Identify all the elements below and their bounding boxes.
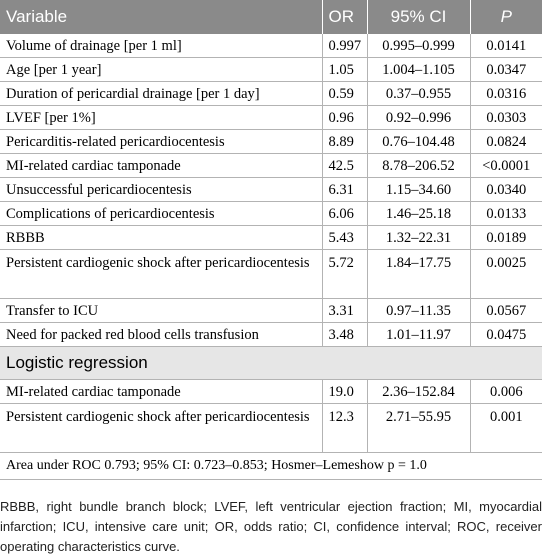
table-row: [0, 202, 542, 226]
cell-p: 0.0475: [470, 323, 542, 347]
cell-ci: 1.004–1.105: [367, 58, 470, 82]
cell-or: 19.0: [322, 380, 367, 404]
header-or: OR: [322, 0, 367, 34]
cell-variable: Persistent cardiogenic shock after pericardiocentesis: [0, 250, 322, 299]
cell-or: 3.48: [322, 323, 367, 347]
cell-variable: Volume of drainage [per 1 ml]: [0, 34, 322, 58]
cell-ci: 1.46–25.18: [367, 202, 470, 226]
cell-ci: 0.37–0.955: [367, 82, 470, 106]
cell-p: 0.001: [470, 404, 542, 453]
cell-p: 0.0141: [470, 34, 542, 58]
cell-or: 0.96: [322, 106, 367, 130]
section-header-row: [0, 347, 542, 380]
header-p: P: [470, 0, 542, 34]
cell-or: 0.997: [322, 34, 367, 58]
cell-p: 0.0316: [470, 82, 542, 106]
cell-variable: Need for packed red blood cells transfusion: [0, 323, 322, 347]
cell-ci: 0.97–11.35: [367, 299, 470, 323]
table-row: [0, 250, 542, 299]
cell-p: 0.006: [470, 380, 542, 404]
cell-or: 0.59: [322, 82, 367, 106]
cell-variable: LVEF [per 1%]: [0, 106, 322, 130]
cell-or: 12.3: [322, 404, 367, 453]
table-row: [0, 106, 542, 130]
table-row: [0, 323, 542, 347]
cell-or: 6.06: [322, 202, 367, 226]
table-row: [0, 226, 542, 250]
cell-p: 0.0567: [470, 299, 542, 323]
cell-variable: Complications of pericardiocentesis: [0, 202, 322, 226]
cell-variable: Duration of pericardial drainage [per 1 day]: [0, 82, 322, 106]
cell-variable: RBBB: [0, 226, 322, 250]
table-row: [0, 130, 542, 154]
cell-p: 0.0824: [470, 130, 542, 154]
cell-ci: 0.76–104.48: [367, 130, 470, 154]
header-variable: Variable: [0, 0, 322, 34]
cell-p: 0.0303: [470, 106, 542, 130]
cell-variable: Pericarditis-related pericardiocentesis: [0, 130, 322, 154]
cell-or: 5.43: [322, 226, 367, 250]
table-row: [0, 178, 542, 202]
cell-ci: 8.78–206.52: [367, 154, 470, 178]
cell-variable: MI-related cardiac tamponade: [0, 154, 322, 178]
cell-ci: 1.01–11.97: [367, 323, 470, 347]
cell-ci: 0.995–0.999: [367, 34, 470, 58]
model-stats: Area under ROC 0.793; 95% CI: 0.723–0.853; Hosmer–Lemeshow p = 1.0: [0, 453, 542, 480]
table-row: [0, 82, 542, 106]
cell-ci: 1.32–22.31: [367, 226, 470, 250]
cell-or: 8.89: [322, 130, 367, 154]
section-label: Logistic regression: [0, 347, 542, 380]
cell-or: 3.31: [322, 299, 367, 323]
model-stats-row: [0, 453, 542, 480]
cell-p: 0.0133: [470, 202, 542, 226]
table-row: [0, 299, 542, 323]
cell-ci: 1.84–17.75: [367, 250, 470, 299]
table-row: [0, 380, 542, 404]
cell-variable: MI-related cardiac tamponade: [0, 380, 322, 404]
cell-variable: Transfer to ICU: [0, 299, 322, 323]
cell-ci: 1.15–34.60: [367, 178, 470, 202]
table-row: [0, 58, 542, 82]
cell-p: <0.0001: [470, 154, 542, 178]
cell-p: 0.0340: [470, 178, 542, 202]
cell-or: 5.72: [322, 250, 367, 299]
cell-or: 1.05: [322, 58, 367, 82]
table-row: [0, 34, 542, 58]
header-row: [0, 0, 542, 34]
cell-variable: Age [per 1 year]: [0, 58, 322, 82]
cell-p: 0.0189: [470, 226, 542, 250]
table-footnote: RBBB, right bundle branch block; LVEF, left ventricular ejection fraction; MI, myocardial infarction; ICU, intensive care unit; OR, odds ratio; CI, confidence interval; ROC, receiver operating characteristics curve.: [0, 499, 542, 554]
cell-variable: Persistent cardiogenic shock after pericardiocentesis: [0, 404, 322, 453]
cell-ci: 0.92–0.996: [367, 106, 470, 130]
table-row: [0, 154, 542, 178]
cell-ci: 2.36–152.84: [367, 380, 470, 404]
table-row: [0, 404, 542, 453]
cell-p: 0.0025: [470, 250, 542, 299]
cell-variable: Unsuccessful pericardiocentesis: [0, 178, 322, 202]
cell-or: 42.5: [322, 154, 367, 178]
header-ci: 95% CI: [367, 0, 470, 34]
cell-or: 6.31: [322, 178, 367, 202]
cell-ci: 2.71–55.95: [367, 404, 470, 453]
cell-p: 0.0347: [470, 58, 542, 82]
